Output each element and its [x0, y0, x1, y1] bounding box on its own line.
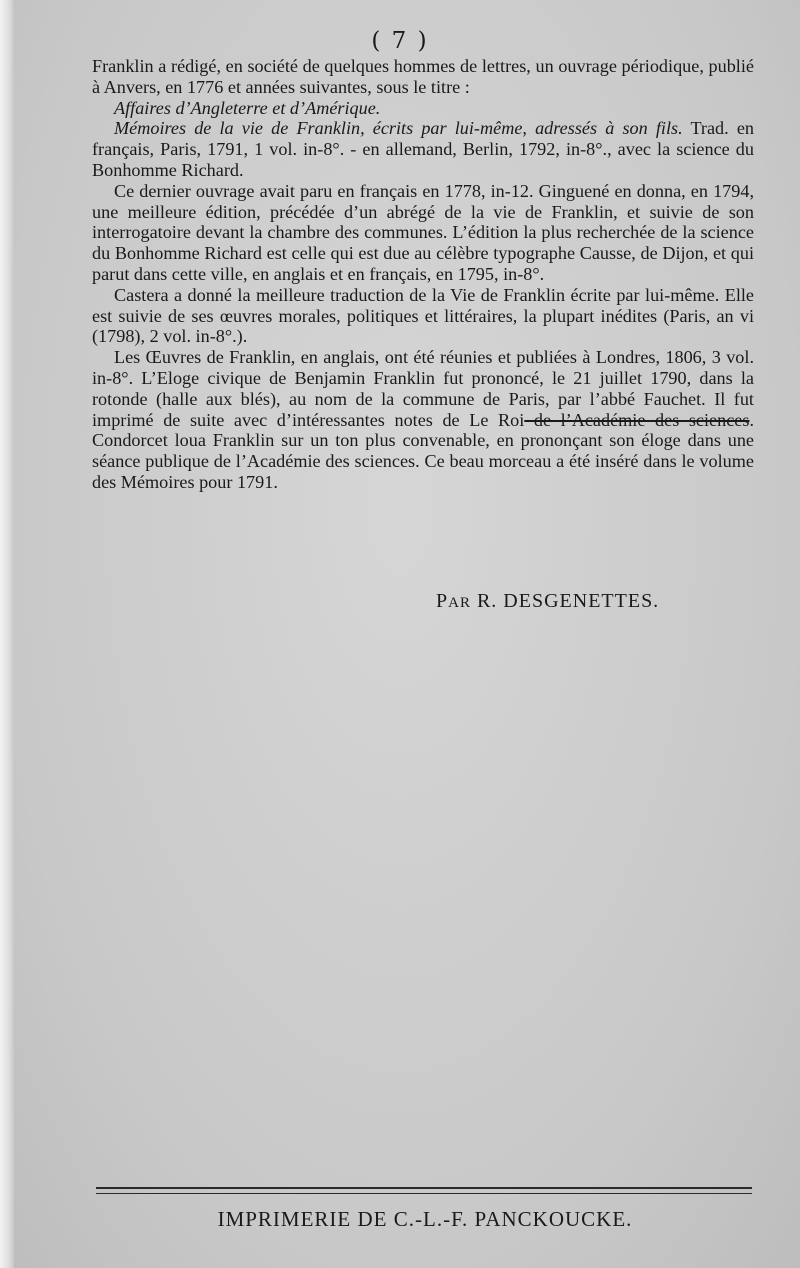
signature-prefix-small: AR — [448, 595, 471, 611]
footer-rule-thin — [96, 1193, 752, 1194]
paragraph-memoires — [92, 118, 754, 180]
paragraph-text: Trad. en français, Paris, 1791, 1 vol. in-8°. - en allemand, Berlin, 1792, in-8°., avec la science du Bonhomme Richard. — [92, 118, 755, 180]
printer-imprint: IMPRIMERIE DE C.-L.-F. PANCKOUCKE. — [217, 1207, 633, 1231]
document-body — [92, 56, 754, 493]
page-number: ( 7 ) — [371, 28, 429, 54]
footer-rule-thick — [96, 1187, 752, 1189]
paragraph-oeuvres — [92, 347, 754, 493]
italic-title: Affaires d’Angleterre et d’Amérique. — [114, 97, 381, 118]
italic-title: Mémoires de la vie de Franklin, écrits par lui-même, adressés à son fils. — [114, 118, 683, 139]
signature-name: R. DESGENETTES. — [476, 590, 660, 612]
struck-through-text: de l’Académie des sciences — [524, 409, 750, 430]
paragraph-castera: Castera a donné la meilleure traduction de la Vie de Franklin écrite par lui-même. Elle est suivie de ses œuvres morales, politiques et littéraires, la plupart inédites (Paris, an vi (1798), 2 vol. in-8°.). — [92, 284, 754, 347]
paragraph-ginguene: Ce dernier ouvrage avait paru en français en 1778, in-12. Ginguené en donna, en 1794, une meilleure édition, précédée d’un abrégé de la vie de Franklin, et suivie de son interrogatoire devant la chambre des communes. L’édition la plus recherchée de la science du Bonhomme Richard est celle qui est due au célèbre typographe Causse, de Dijon, et qui parut dans cette ville, en anglais et en français, en 1795, in-8°. — [92, 180, 754, 284]
paragraph-affaires-title — [92, 98, 754, 119]
paragraph-periodical: Franklin a rédigé, en société de quelques hommes de lettres, un ouvrage périodique, publié à Anvers, en 1776 et années suivantes, sous le titre : — [92, 56, 754, 97]
signature-prefix-cap: P — [436, 590, 449, 612]
paragraph-text: . Condorcet loua Franklin sur un ton plus convenable, en prononçant son éloge dans une séance publique de l’Académie des sciences. Ce beau morceau a été inséré dans le volume des Mémoires pour 1791. — [92, 409, 754, 492]
author-signature — [436, 590, 659, 613]
page-binding-edge — [0, 0, 14, 1268]
paragraph-text: Les Œuvres de Franklin, en anglais, ont été réunies et publiées à Londres, 1806, 3 vol. in-8°. L’Eloge civique de Benjamin Franklin fut prononcé, le 21 juillet 1790, dans la rotonde (halle aux blés), au nom de la commune de Paris, par l’abbé Fauchet. Il fut imprimé de suite avec d’intéressantes notes de Le Roi — [92, 347, 754, 430]
